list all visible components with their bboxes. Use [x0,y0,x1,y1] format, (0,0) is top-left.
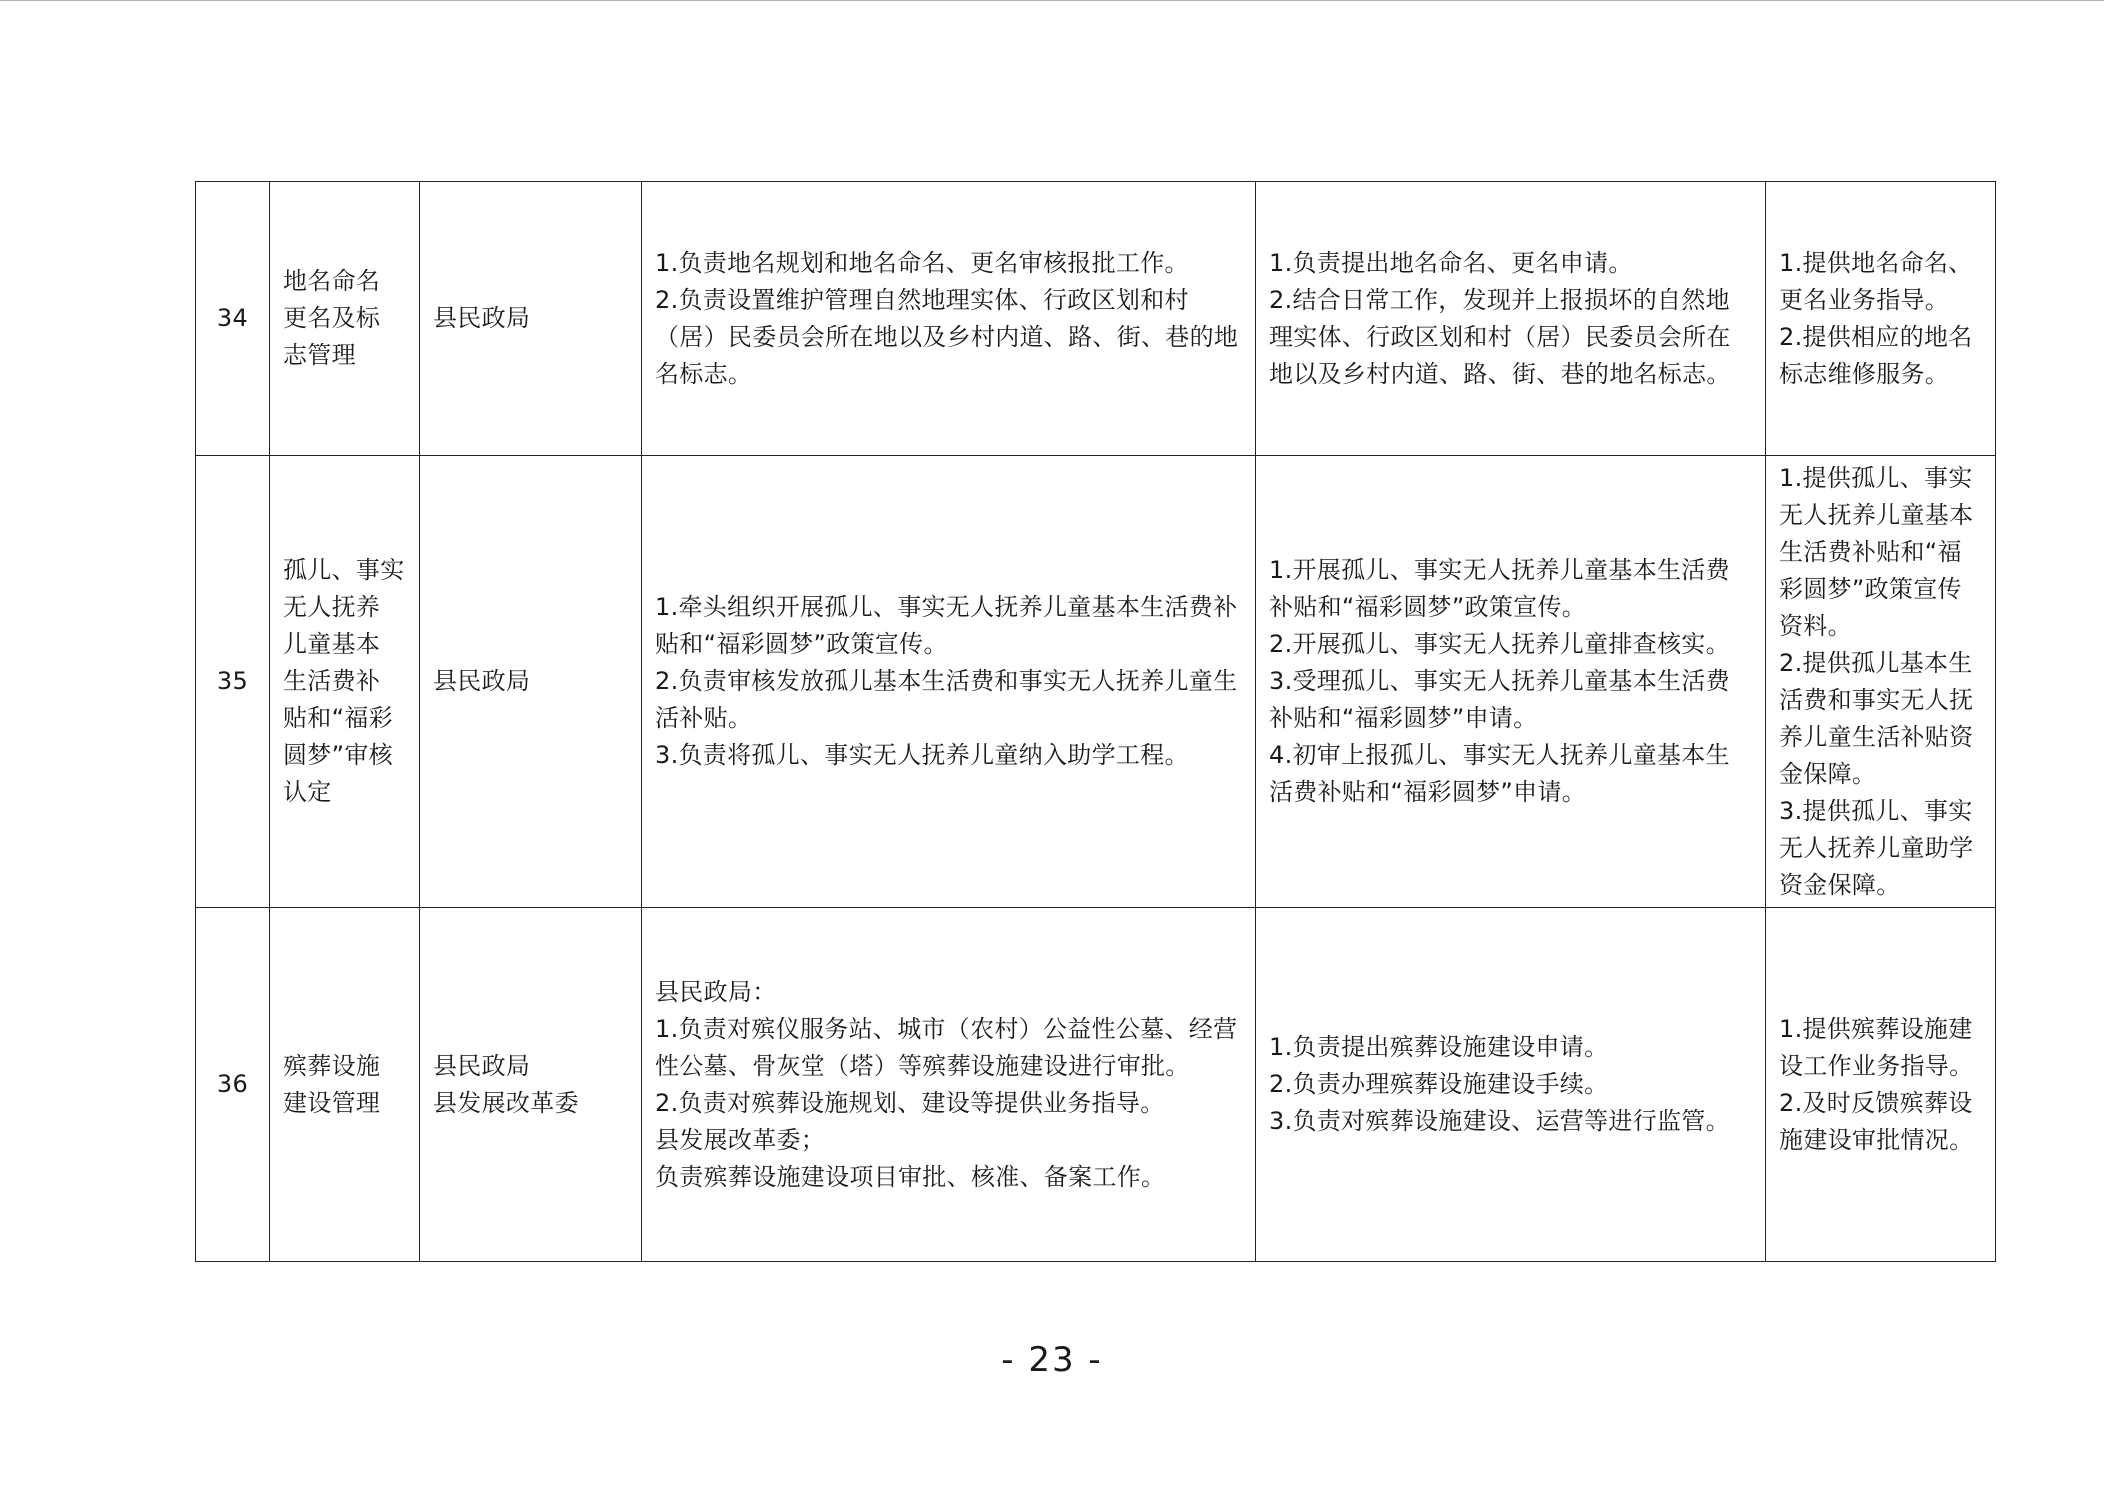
cell-line: 县民政局： [655,977,777,1006]
page-number: - 23 - [1001,1340,1103,1380]
table-row [196,456,1996,908]
cell-line: 殡葬设施 [283,1051,381,1080]
cell-line: 1.牵头组织开展孤儿、事实无人抚养儿童基本生活费补贴和“福彩圆梦”政策宣传。 [655,593,1238,658]
cell-line: 儿童基本 [283,630,381,658]
item-name [270,182,420,456]
duty-table [195,181,1996,1262]
cell-line: 2.及时反馈殡葬设施建设审批情况。 [1779,1088,1974,1154]
support-duty [1766,908,1996,1262]
cell-line: 3.负责将孤儿、事实无人抚养儿童纳入助学工程。 [655,741,1189,769]
cell-line: 志管理 [283,341,356,369]
cell-line: 3.负责对殡葬设施建设、运营等进行监管。 [1269,1107,1730,1135]
row-number: 34 [196,182,270,456]
cell-line: 生活费补 [283,667,381,695]
cell-line: 地名命名 [283,267,381,295]
cell-line: 4.初审上报孤儿、事实无人抚养儿童基本生活费补贴和“福彩圆梦”申请。 [1269,741,1730,806]
row-number: 36 [196,908,270,1262]
cell-line: 更名及标 [283,304,381,332]
cell-line: 3.提供孤儿、事实无人抚养儿童助学资金保障。 [1779,796,1974,899]
cell-line: 2.负责审核发放孤儿基本生活费和事实无人抚养儿童生活补贴。 [655,667,1238,732]
responsible-dept [420,456,642,908]
county-duty [642,456,1256,908]
county-duty [642,182,1256,456]
cell-line: 无人抚养 [283,593,381,621]
cell-line: 1.负责提出殡葬设施建设申请。 [1269,1033,1609,1061]
cell-line: 建设管理 [283,1088,381,1117]
cell-line: 2.负责办理殡葬设施建设手续。 [1269,1070,1609,1098]
cell-line: 负责殡葬设施建设项目审批、核准、备案工作。 [655,1162,1166,1191]
county-duty [642,908,1256,1262]
cell-line: 县发展改革委 [433,1088,579,1117]
cell-line: 2.负责对殡葬设施规划、建设等提供业务指导。 [655,1088,1165,1117]
responsible-dept [420,908,642,1262]
cell-line: 1.负责对殡仪服务站、城市（农村）公益性公墓、经营性公墓、骨灰堂（塔）等殡葬设施建设进行审批。 [655,1014,1238,1080]
cell-line: 1.提供殡葬设施建设工作业务指导。 [1779,1014,1974,1080]
item-name [270,456,420,908]
town-duty [1256,908,1766,1262]
support-duty [1766,182,1996,456]
cell-line: 2.提供相应的地名标志维修服务。 [1779,322,1973,388]
item-name [270,908,420,1262]
cell-line: 3.受理孤儿、事实无人抚养儿童基本生活费补贴和“福彩圆梦”申请。 [1269,667,1730,732]
cell-line: 2.提供孤儿基本生活费和事实无人抚养儿童生活补贴资金保障。 [1779,648,1974,788]
cell-line: 2.开展孤儿、事实无人抚养儿童排查核实。 [1269,630,1730,658]
top-rule [0,0,2104,1]
cell-line: 县民政局 [433,1051,531,1080]
cell-line: 1.负责提出地名命名、更名申请。 [1269,248,1633,277]
cell-line: 1.开展孤儿、事实无人抚养儿童基本生活费补贴和“福彩圆梦”政策宣传。 [1269,556,1730,621]
cell-line: 县发展改革委； [655,1125,826,1154]
support-duty [1766,456,1996,908]
cell-line: 贴和“福彩 [283,704,393,732]
cell-line: 圆梦”审核 [283,741,393,769]
town-duty [1256,456,1766,908]
row-number: 35 [196,456,270,908]
cell-line: 县民政局 [433,667,531,695]
cell-line: 2.结合日常工作，发现并上报损坏的自然地理实体、行政区划和村（居）民委员会所在地以及乡村内道、路、街、巷的地名标志。 [1269,285,1731,388]
cell-line: 认定 [283,778,332,806]
cell-line: 2.负责设置维护管理自然地理实体、行政区划和村（居）民委员会所在地以及乡村内道、路、街、巷的地名标志。 [655,285,1239,388]
cell-line: 孤儿、事实 [283,556,405,584]
cell-line: 县民政局 [433,304,531,332]
cell-line: 1.提供孤儿、事实无人抚养儿童基本生活费补贴和“福彩圆梦”政策宣传资料。 [1779,463,1974,640]
cell-line: 1.提供地名命名、更名业务指导。 [1779,248,1973,314]
table-row [196,908,1996,1262]
town-duty [1256,182,1766,456]
responsible-dept [420,182,642,456]
table-row [196,182,1996,456]
cell-line: 1.负责地名规划和地名命名、更名审核报批工作。 [655,248,1189,277]
